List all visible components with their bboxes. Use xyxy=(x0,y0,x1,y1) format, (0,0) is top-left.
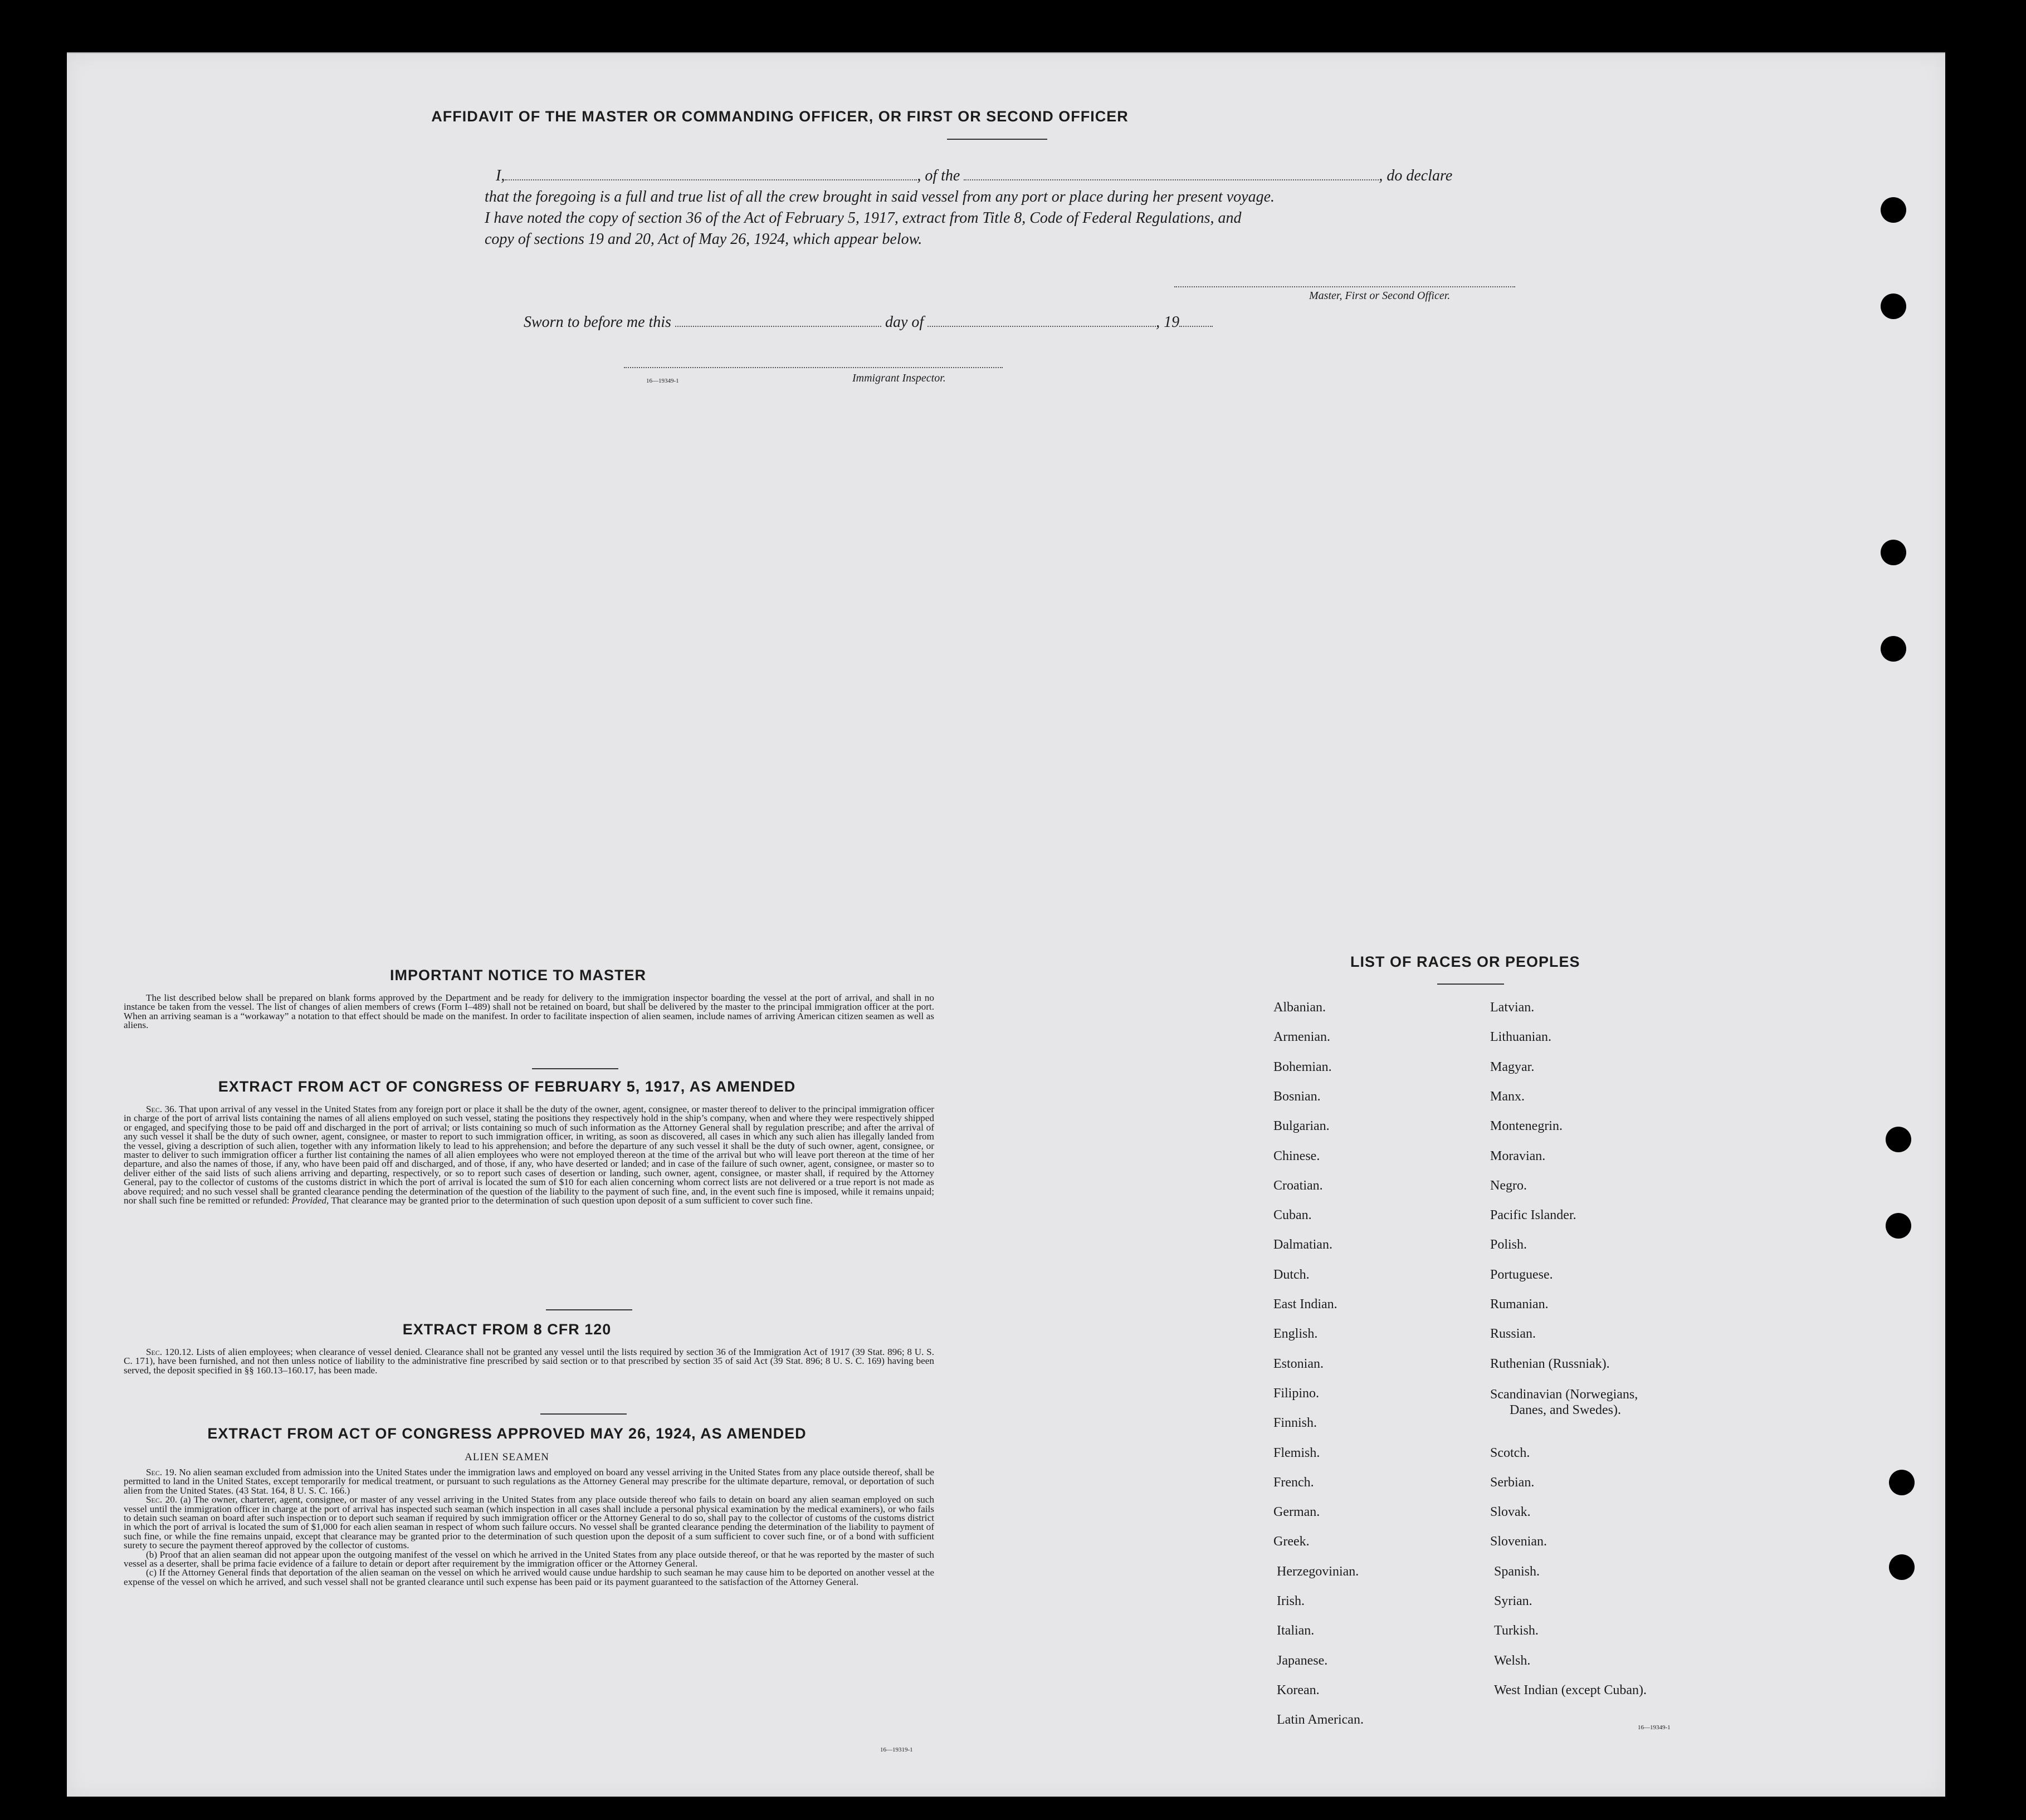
race-item: Irish. xyxy=(1277,1594,1305,1608)
binder-hole xyxy=(1889,1554,1915,1580)
binder-hole xyxy=(1889,1470,1915,1495)
binder-hole xyxy=(1881,540,1906,565)
extract-1917-title: EXTRACT FROM ACT OF CONGRESS OF FEBRUARY 5, 1917, AS AMENDED xyxy=(218,1078,796,1095)
race-item: Negro. xyxy=(1490,1178,1527,1193)
binder-hole xyxy=(1881,636,1906,662)
year-label: , 19 xyxy=(1156,314,1180,331)
race-item: Rumanian. xyxy=(1490,1297,1549,1312)
form-sheet xyxy=(67,52,1945,1797)
i-label: I, xyxy=(496,167,505,184)
race-item: Ruthenian (Russniak). xyxy=(1490,1356,1610,1371)
race-item: Danes, and Swedes). xyxy=(1510,1402,1621,1417)
extract-1917-divider xyxy=(546,1309,632,1310)
form-number-bottom-left: 16—19319-1 xyxy=(880,1746,913,1753)
race-item: East Indian. xyxy=(1273,1297,1337,1312)
race-item: Bosnian. xyxy=(1273,1089,1321,1104)
race-item: Magyar. xyxy=(1490,1059,1535,1074)
race-item: Slovak. xyxy=(1490,1505,1531,1520)
sec-120-body: Lists of alien employees; when clearance of vessel denied. Clearance shall not be granted any vessel until the lists required by section 36 of the Immigration Act of 1917 (39 Stat. 896; 8 U. S. C. 171), have been furnished, and not then unless notice of liability to the administrative fine prescribed by said section or to that prescribed by section 35 of said Act (39 Stat. 896; 8 U. S. C. 169) having been served, the deposit specified in §§ 160.13–160.17, has been made. xyxy=(124,1347,935,1376)
race-item: Finnish. xyxy=(1273,1416,1317,1431)
notice-text: The list described below shall be prepared on blank forms approved by the Department and be ready for delivery to the immigration inspector boarding the vessel at the port of arrival, and shall in no instance be taken from the vessel. The list of changes of alien members of crews (Form I–489) shall not be retained on board, but shall be delivered by the master to the principal immigration officer at the port. When an arriving seaman is a “workaway” a notation to that effect should be made on the manifest. In order to facilitate inspection of alien seamen, include names of arriving American citizen seamen as well as aliens. xyxy=(124,992,934,1031)
binder-hole xyxy=(1881,197,1906,223)
race-item: Spanish. xyxy=(1494,1564,1540,1579)
form-number-bottom-right: 16—19349-1 xyxy=(1638,1724,1671,1731)
race-item: Latvian. xyxy=(1490,1000,1535,1015)
race-item: Flemish. xyxy=(1273,1445,1320,1460)
sec-19-label: Sec. 19. xyxy=(146,1467,177,1477)
name-blank[interactable] xyxy=(505,165,917,180)
sworn-line xyxy=(524,311,1213,331)
inspector-label: Immigrant Inspector. xyxy=(852,372,946,384)
day-blank[interactable] xyxy=(675,311,881,327)
extract-1924-text xyxy=(124,1468,934,1587)
race-item: Bohemian. xyxy=(1273,1059,1332,1074)
race-item: Pacific Islander. xyxy=(1490,1208,1576,1223)
races-divider xyxy=(1437,984,1504,985)
race-item: Cuban. xyxy=(1273,1208,1312,1223)
race-item: Japanese. xyxy=(1277,1653,1328,1668)
race-item: Armenian. xyxy=(1273,1030,1330,1045)
signature-line[interactable] xyxy=(1174,286,1515,287)
provided-label: Provided, xyxy=(291,1195,329,1206)
notice-divider xyxy=(532,1068,618,1069)
race-item: Chinese. xyxy=(1273,1148,1320,1163)
declaration-line-2: that the foregoing is a full and true list of all the crew brought in said vessel from any port or place during her present voyage. xyxy=(485,188,1275,206)
sec-36-end: That clearance may be granted prior to the determination of such question upon deposit of a sum sufficient to cover such fine. xyxy=(331,1195,813,1206)
binder-hole xyxy=(1881,293,1906,319)
race-item: Dalmatian. xyxy=(1273,1237,1332,1253)
race-item: Korean. xyxy=(1277,1682,1320,1697)
race-item: Turkish. xyxy=(1494,1623,1539,1638)
notice-title: IMPORTANT NOTICE TO MASTER xyxy=(390,967,646,984)
race-item: Moravian. xyxy=(1490,1148,1546,1163)
signature-label: Master, First or Second Officer. xyxy=(1309,290,1451,302)
race-item: Montenegrin. xyxy=(1490,1119,1563,1134)
binder-hole xyxy=(1886,1213,1911,1239)
sworn-label: Sworn to before me this xyxy=(524,314,671,331)
sec-20-b: (b) Proof that an alien seaman did not appear upon the outgoing manifest of the vessel on which he arrived in the United States from any place outside thereof, or that he was reported by the master of such vessel as a deserter, shall be prima facie evidence of a failure to detain or deport after requirement by the immigration officer or the Attorney General. xyxy=(124,1549,934,1569)
declaration-line-1 xyxy=(485,165,1593,187)
race-item: Albanian. xyxy=(1273,1000,1326,1015)
race-item: French. xyxy=(1273,1475,1314,1490)
vessel-blank[interactable] xyxy=(964,165,1379,180)
sec-20-a: (a) The owner, charterer, agent, consignee, or master of any vessel arriving in the United States from any place outside thereof who fails to detain on board any alien seaman employed on such vessel until the immigration officer in charge at the port of arrival has inspected such seaman (which inspection in all cases shall include a personal physical examination by the medical examiners), or who fails to detain such seaman on board after such inspection or to deport such seaman if required by such immigration officer or the Attorney General to do so, shall pay to the collector of customs of the customs district in which the port of arrival is located the sum of $1,000 for each alien seaman in respect of whom such failure occurs. No vessel shall be granted clearance pending the determination of the liability to payment of such fine, or while the fine remains unpaid, except that clearance may be granted prior to the determination of such question upon the deposit of a sum sufficient to cover such fine, or of a bond with sufficient surety to secure the payment thereof approved by the collector of customs. xyxy=(124,1494,934,1551)
race-item: Manx. xyxy=(1490,1089,1525,1104)
race-item: Filipino. xyxy=(1273,1386,1320,1401)
race-item: Latin American. xyxy=(1277,1713,1364,1728)
races-title: LIST OF RACES OR PEOPLES xyxy=(1350,953,1580,970)
sec-36-body: That upon arrival of any vessel in the United States from any foreign port or place it shall be the duty of the owner, agent, consignee, or master thereof to deliver to the principal immigration officer in charge of the port of arrival lists containing the names of all aliens employed on such vessel, stating the positions they respectively hold in the ship’s company, when and where they were respectively shipped or engaged, and specifying those to be paid off and discharged in the port of arrival; or lists containing so much of such information as the Attorney General shall by regulation prescribe; and after the arrival of any such vessel it shall be the duty of such owner, agent, consignee, or master to report to such immigration officer, in writing, as soon as discovered, all cases in which any such alien has illegally landed from the vessel, giving a description of such alien, together with any information likely to lead to his apprehension; and before the departure of any such vessel it shall be the duty of such owner, agent, consignee, or master to deliver to such immigration officer a further list containing the names of all alien employees who were not employed thereon at the time of the arrival but who will leave port thereon at the time of her departure, and also the names of those, if any, who have been paid off and discharged, and of those, if any, who have deserted or landed; and in case of the failure of such owner, agent, consignee, or master so to deliver either of the said lists of such aliens arriving and departing, respectively, or so to report such cases of desertion or landing, such owner, agent, consignee, or master shall, if required by the Attorney General, pay to the collector of customs of the customs district in which the port of arrival is located the sum of $10 for each alien concerning whom correct lists are not delivered or a true report is not made as above required; and no such vessel shall be granted clearance pending the determination of the question of the liability to the payment of such fine, and, in the event such fine is imposed, while it remains unpaid; nor shall such fine be remitted or refunded: xyxy=(124,1104,934,1206)
day-of-label: day of xyxy=(885,314,924,331)
extract-1924-title: EXTRACT FROM ACT OF CONGRESS APPROVED MAY 26, 1924, AS AMENDED xyxy=(207,1425,807,1442)
extract-cfr-text xyxy=(124,1348,934,1375)
declaration-line-3: I have noted the copy of section 36 of the Act of February 5, 1917, extract from Title 8, Code of Federal Regulations, and xyxy=(485,209,1242,227)
race-item: Italian. xyxy=(1277,1623,1315,1638)
sec-36-label: Sec. 36. xyxy=(146,1104,177,1114)
affidavit-title: AFFIDAVIT OF THE MASTER OR COMMANDING OFFICER, OR FIRST OR SECOND OFFICER xyxy=(431,108,1129,125)
race-item: Croatian. xyxy=(1273,1178,1323,1193)
race-item: Herzegovinian. xyxy=(1277,1564,1359,1579)
sec-19-body: No alien seaman excluded from admission into the United States under the immigration laws and employed on board any vessel arriving in the United States from any place outside thereof, shall be permitted to land in the United States, except temporarily for medical treatment, or pursuant to such regulations as the Attorney General may prescribe for the ultimate departure, removal, or deportation of such alien from the United States. (43 Stat. 164, 8 U. S. C. 166.) xyxy=(124,1467,934,1496)
race-item: Estonian. xyxy=(1273,1356,1324,1371)
declaration xyxy=(485,165,1593,250)
title-divider xyxy=(947,139,1047,140)
race-item: Portuguese. xyxy=(1490,1267,1553,1282)
inspector-signature-line[interactable] xyxy=(624,367,1003,368)
extract-cfr-divider xyxy=(540,1413,627,1415)
race-item: German. xyxy=(1273,1505,1320,1520)
race-item: Scotch. xyxy=(1490,1445,1530,1460)
sec-20-label: Sec. 20. xyxy=(146,1494,178,1505)
race-item: Scandinavian (Norwegians, xyxy=(1490,1387,1638,1402)
race-item: Polish. xyxy=(1490,1237,1527,1253)
race-item: Syrian. xyxy=(1494,1594,1532,1608)
sec-120-label: Sec. 120.12. xyxy=(146,1347,194,1357)
sec-20-c: (c) If the Attorney General finds that deportation of the alien seaman on the vessel on which he arrived would cause undue hardship to such seaman he may cause him to be deported on another vessel at the expense of the vessel on which he arrived, and such vessel shall not be granted clearance until such expense has been paid or its payment guaranteed to the satisfaction of the Attorney General. xyxy=(124,1567,934,1587)
extract-1917-text xyxy=(124,1105,934,1205)
race-item: Russian. xyxy=(1490,1327,1536,1342)
binder-hole xyxy=(1886,1127,1911,1152)
race-item: Bulgarian. xyxy=(1273,1119,1330,1134)
race-item: Serbian. xyxy=(1490,1475,1535,1490)
month-blank[interactable] xyxy=(927,311,1156,327)
race-item: Welsh. xyxy=(1494,1653,1531,1668)
race-item: Slovenian. xyxy=(1490,1534,1547,1549)
race-item: Lithuanian. xyxy=(1490,1030,1551,1045)
race-item: Greek. xyxy=(1273,1534,1310,1549)
of-label: , of the xyxy=(917,167,960,184)
race-item: West Indian (except Cuban). xyxy=(1494,1682,1647,1697)
extract-cfr-title: EXTRACT FROM 8 CFR 120 xyxy=(402,1321,612,1338)
declare-label: , do declare xyxy=(1379,167,1453,184)
race-item: Dutch. xyxy=(1273,1267,1310,1282)
race-item: English. xyxy=(1273,1327,1318,1342)
year-blank[interactable] xyxy=(1179,311,1213,327)
declaration-line-4: copy of sections 19 and 20, Act of May 26, 1924, which appear below. xyxy=(485,231,922,248)
form-number-top: 16—19349-1 xyxy=(646,378,679,384)
alien-seamen-subtitle: ALIEN SEAMEN xyxy=(465,1451,549,1463)
